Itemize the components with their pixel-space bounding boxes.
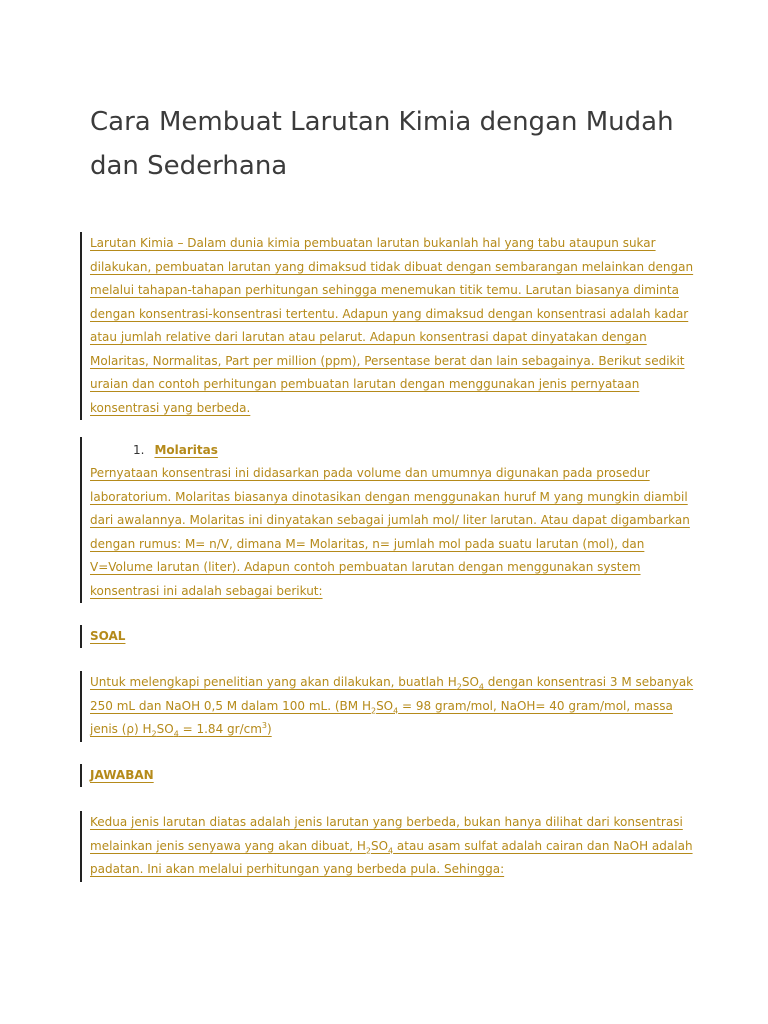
page-title: Cara Membuat Larutan Kimia dengan Mudah dan Sederhana (90, 107, 674, 181)
molaritas-line: Pernyataan konsentrasi ini didasarkan pada volume dan umumnya digunakan pada prosedur (90, 466, 650, 480)
intro-line: uraian dan contoh perhitungan pembuatan larutan dengan menggunakan jenis pernyataan (90, 377, 640, 391)
soal-heading: SOAL (90, 629, 126, 643)
soal-label-block (80, 625, 125, 648)
jawaban-line: padatan. Ini akan melalui perhitungan yang berbeda pula. Sehingga: (90, 862, 505, 876)
intro-line: dilakukan, pembuatan larutan yang dimaksud tidak dibuat dengan sembarangan melainkan dengan (90, 259, 694, 274)
intro-paragraph (90, 232, 693, 420)
molaritas-line: konsentrasi ini adalah sebagai berikut: (90, 583, 323, 598)
intro-line: atau jumlah relative dari larutan atau pelarut. Adapun konsentrasi dapat dinyatakan dengan (90, 330, 647, 344)
intro-line: melalui tahapan-tahapan perhitungan sehingga menemukan titik temu. Larutan biasanya diminta (90, 283, 679, 297)
jawaban-block (80, 811, 693, 882)
jawaban-line: Kedua jenis larutan diatas adalah jenis larutan yang berbeda, bukan hanya dilihat dari konsentrasi (90, 815, 683, 829)
molaritas-line: V=Volume larutan (liter). Adapun contoh pembuatan larutan dengan menggunakan system (90, 560, 641, 574)
list-item-molaritas (133, 439, 218, 462)
molaritas-line: dengan rumus: M= n/V, dimana M= Molaritas, n= jumlah mol pada suatu larutan (mol), dan (90, 536, 645, 551)
intro-block (80, 232, 693, 420)
intro-line: Molaritas, Normalitas, Part per million (ppm), Persentase berat dan lain sebagainya. Berikut sedikit (90, 353, 685, 368)
soal-paragraph (90, 671, 693, 742)
list-label: Molaritas (154, 443, 218, 457)
intro-line: dengan konsentrasi-konsentrasi tertentu. Adapun yang dimaksud dengan konsentrasi adalah kadar (90, 306, 689, 321)
soal-line: jenis (ρ) $H_2SO_4 = 1.84$ $gr/cm^3$) (90, 721, 272, 739)
soal-block (80, 671, 693, 742)
molaritas-line: dari awalannya. Molaritas ini dinyatakan sebagai jumlah mol/ liter larutan. Atau dapat digambarkan (90, 513, 690, 527)
jawaban-paragraph (90, 811, 693, 882)
molaritas-line: laboratorium. Molaritas biasanya dinotasikan dengan menggunakan huruf M yang mungkin diambil (90, 489, 688, 504)
molaritas-paragraph (90, 462, 690, 603)
intro-line: Larutan Kimia – Dalam dunia kimia pembuatan larutan bukanlah hal yang tabu ataupun sukar (90, 236, 656, 250)
list-number: 1. (133, 443, 145, 457)
jawaban-label-block (80, 764, 154, 787)
jawaban-line: melainkan jenis senyawa yang akan dibuat, $H_2SO_4$ atau asam sulfat adalah cairan dan NaOH adalah (90, 838, 693, 855)
soal-line: 250 mL dan NaOH 0,5 M dalam 100 mL. (BM $H_2SO_4 = 98$ gram/mol, NaOH= 40 gram/mol, massa (90, 698, 673, 715)
soal-line: Untuk melengkapi penelitian yang akan dilakukan, buatlah $H_2SO_4$ dengan konsentrasi 3 M sebanyak (90, 675, 694, 692)
jawaban-heading: JAWABAN (90, 768, 154, 782)
intro-line: konsentrasi yang berbeda. (90, 400, 251, 415)
